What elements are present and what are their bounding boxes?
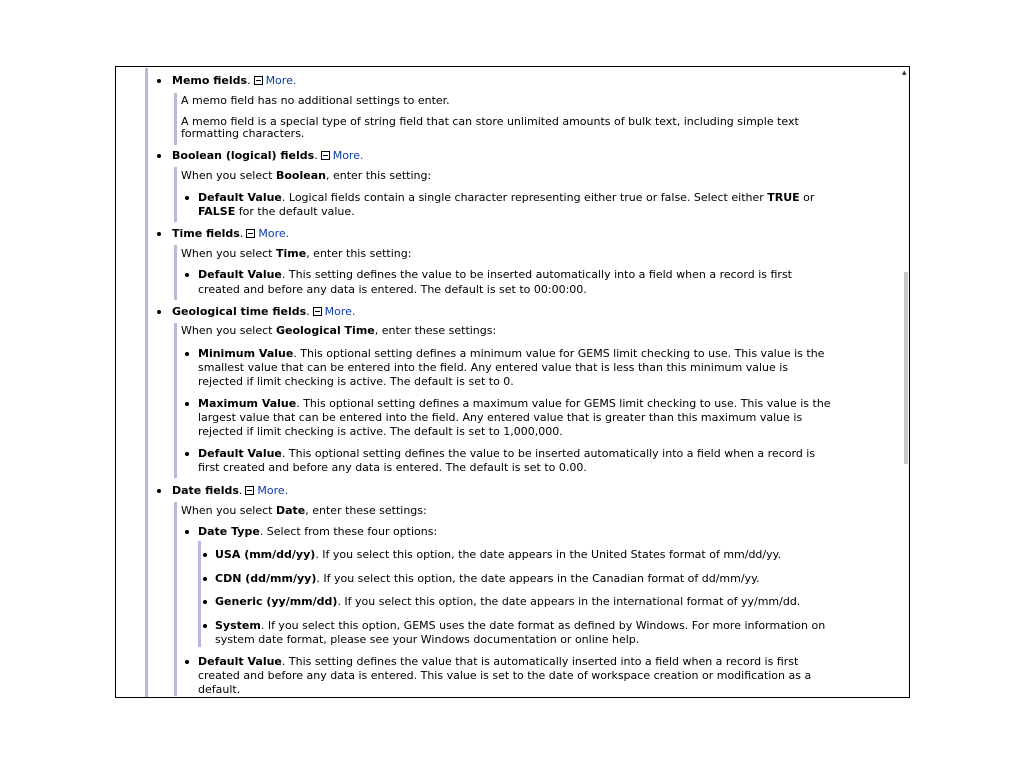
geo-intro: When you select Geological Time, enter these settings: — [181, 324, 497, 337]
bullet-icon — [185, 402, 189, 406]
geo-title: Geological time fields — [172, 305, 307, 318]
date-usa-line: USA (mm/dd/yy). If you select this option, the date appears in the United States format of mm/dd/yy. — [215, 548, 782, 561]
geo-default-line1: Default Value. This optional setting defines the value to be inserted automatically into a field when a record is — [198, 447, 816, 460]
date-system-line1: System. If you select this option, GEMS uses the date format as defined by Windows. For more information on — [215, 619, 826, 632]
boolean-section-bar — [174, 167, 177, 222]
geo-min-line2: smallest value that can be entered into the field. Any entered value that is less than this minimum value is — [198, 361, 789, 374]
boolean-more-link[interactable]: More. — [332, 149, 364, 162]
collapse-icon[interactable] — [246, 229, 255, 238]
date-cdn-line: CDN (dd/mm/yy). If you select this option, the date appears in the Canadian format of dd/mm/yy. — [215, 572, 760, 585]
bullet-icon — [203, 553, 207, 557]
memo-text-2b: formatting characters. — [181, 127, 305, 140]
boolean-default-line2: FALSE for the default value. — [198, 205, 355, 218]
date-more-link[interactable]: More. — [257, 484, 289, 497]
boolean-default-line1: Default Value. Logical fields contain a single character representing either true or false. Select either TRUE or — [198, 191, 815, 204]
bullet-icon — [157, 232, 161, 236]
geo-max-line2: largest value that can be entered into the field. Any entered value that is greater than this maximum value is — [198, 411, 803, 424]
time-more-link[interactable]: More. — [258, 227, 290, 240]
memo-more-link[interactable]: More. — [265, 74, 297, 87]
bullet-icon — [185, 452, 189, 456]
bullet-icon — [185, 660, 189, 664]
geo-min-line3: rejected if limit checking is active. The default is set to 0. — [198, 375, 514, 388]
date-title: Date fields — [172, 484, 239, 497]
time-default-line1: Default Value. This setting defines the value to be inserted automatically into a field when a record is first — [198, 268, 792, 281]
date-heading: Date fields. More. — [172, 484, 289, 497]
memo-section-bar — [174, 93, 177, 145]
boolean-title: Boolean (logical) fields — [172, 149, 315, 162]
time-intro: When you select Time, enter this setting: — [181, 247, 412, 260]
date-type-options-bar — [198, 541, 201, 647]
scrollbar-thumb[interactable] — [904, 272, 908, 464]
bullet-icon — [157, 310, 161, 314]
date-generic-line: Generic (yy/mm/dd). If you select this option, the date appears in the international format of yy/mm/dd. — [215, 595, 801, 608]
memo-heading: Memo fields. More. — [172, 74, 297, 87]
memo-title: Memo fields — [172, 74, 248, 87]
bullet-icon — [203, 577, 207, 581]
date-default-line3: default. — [198, 683, 241, 696]
bullet-icon — [157, 489, 161, 493]
bullet-icon — [157, 79, 161, 83]
bullet-icon — [185, 352, 189, 356]
bullet-icon — [185, 530, 189, 534]
geo-section-bar — [174, 323, 177, 478]
geo-heading: Geological time fields. More. — [172, 305, 356, 318]
bullet-icon — [185, 196, 189, 200]
geo-default-line2: first created and before any data is entered. The default is set to 0.00. — [198, 461, 587, 474]
memo-text-2a: A memo field is a special type of string field that can store unlimited amounts of bulk text, including simple text — [181, 115, 799, 128]
collapse-icon[interactable] — [313, 307, 322, 316]
memo-text-1: A memo field has no additional settings to enter. — [181, 94, 450, 107]
scroll-up-arrow-icon[interactable]: ▴ — [902, 68, 907, 78]
date-default-line1: Default Value. This setting defines the value that is automatically inserted into a field when a record is first — [198, 655, 799, 668]
collapse-icon[interactable] — [245, 486, 254, 495]
time-section-bar — [174, 245, 177, 300]
date-type-line: Date Type. Select from these four options: — [198, 525, 438, 538]
geo-more-link[interactable]: More. — [324, 305, 356, 318]
bullet-icon — [203, 624, 207, 628]
geo-max-line1: Maximum Value. This optional setting defines a maximum value for GEMS limit checking to use. This value is the — [198, 397, 831, 410]
boolean-heading: Boolean (logical) fields. More. — [172, 149, 364, 162]
time-title: Time fields — [172, 227, 240, 240]
date-default-line2: created and before any data is entered. This value is set to the date of workspace creation or modification as a — [198, 669, 812, 682]
collapse-icon[interactable] — [254, 76, 263, 85]
time-default-line2: created and before any data is entered. The default is set to 00:00:00. — [198, 283, 587, 296]
date-system-line2: system date format, please see your Windows documentation or online help. — [215, 633, 640, 646]
geo-min-line1: Minimum Value. This optional setting defines a minimum value for GEMS limit checking to use. This value is the — [198, 347, 825, 360]
geo-max-line3: rejected if limit checking is active. The default is set to 1,000,000. — [198, 425, 563, 438]
date-section-bar — [174, 502, 177, 696]
bullet-icon — [157, 154, 161, 158]
date-intro: When you select Date, enter these settings: — [181, 504, 427, 517]
collapse-icon[interactable] — [321, 151, 330, 160]
left-indent-bar — [145, 68, 148, 697]
bullet-icon — [185, 273, 189, 277]
bullet-icon — [203, 600, 207, 604]
time-heading: Time fields. More. — [172, 227, 290, 240]
boolean-intro: When you select Boolean, enter this setting: — [181, 169, 432, 182]
